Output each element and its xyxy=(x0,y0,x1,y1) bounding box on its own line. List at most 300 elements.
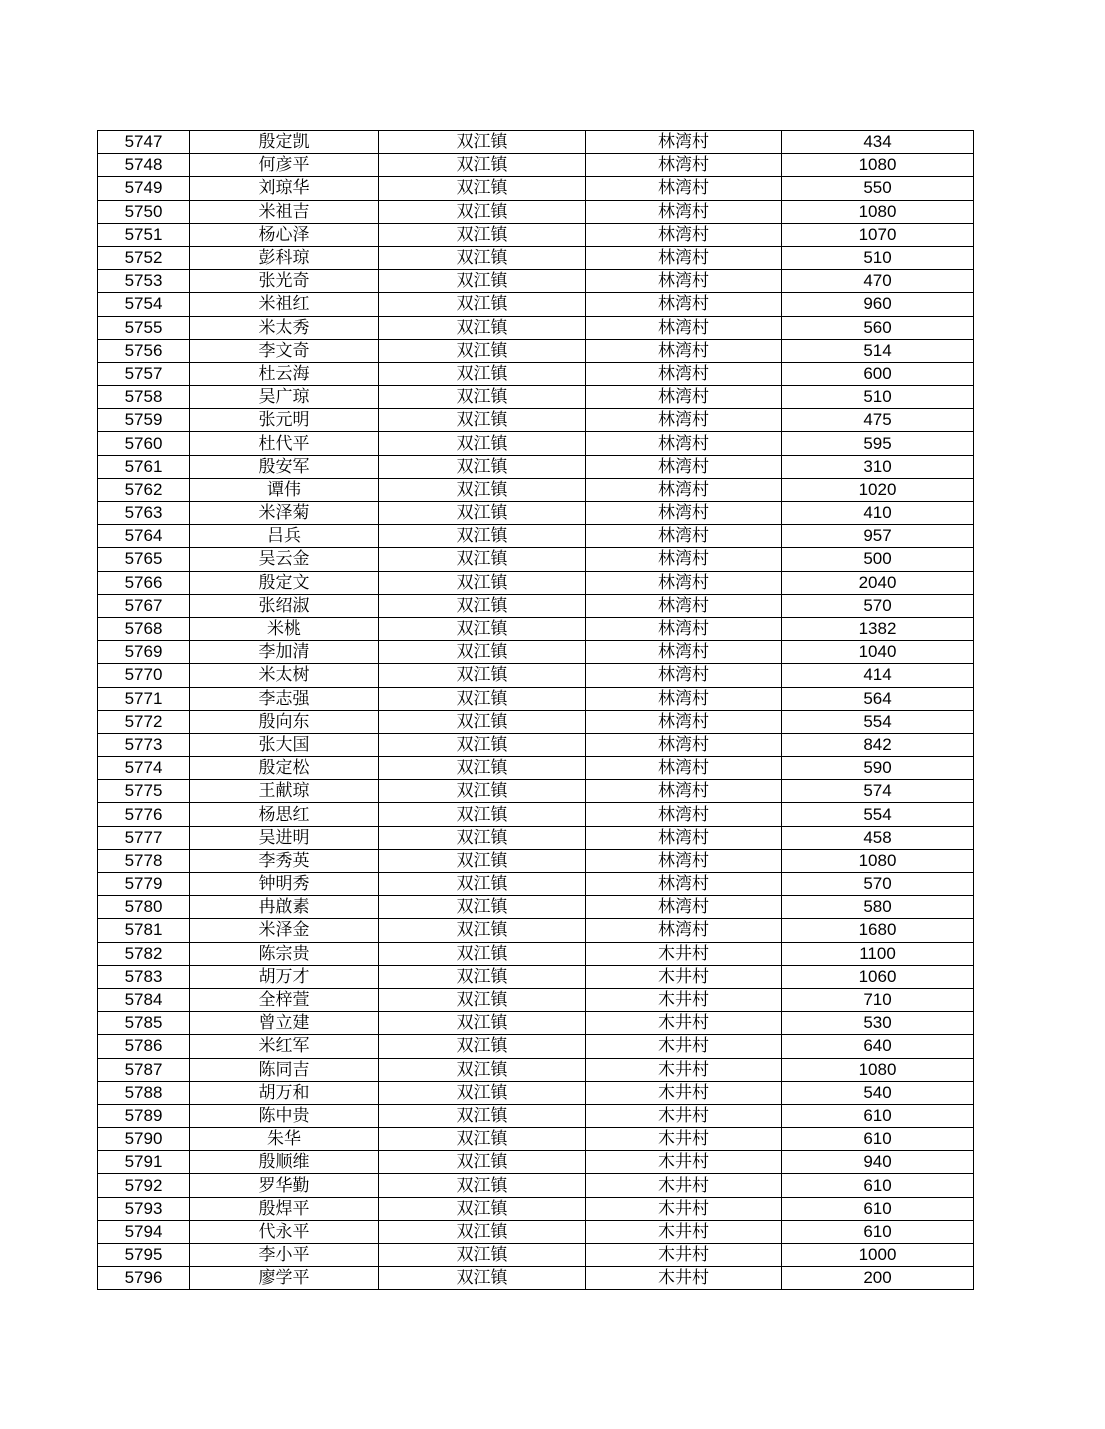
person-name-cell: 陈宗贵 xyxy=(190,942,379,965)
person-name-cell: 李志强 xyxy=(190,687,379,710)
village-cell: 林湾村 xyxy=(586,780,782,803)
town-cell: 双江镇 xyxy=(379,919,586,942)
village-cell: 林湾村 xyxy=(586,757,782,780)
amount-cell: 560 xyxy=(782,316,974,339)
amount-cell: 940 xyxy=(782,1151,974,1174)
table-row xyxy=(98,1267,974,1290)
town-cell: 双江镇 xyxy=(379,339,586,362)
town-cell: 双江镇 xyxy=(379,432,586,455)
town-cell: 双江镇 xyxy=(379,757,586,780)
village-cell: 木井村 xyxy=(586,1267,782,1290)
row-number-cell: 5783 xyxy=(98,965,190,988)
town-cell: 双江镇 xyxy=(379,896,586,919)
table-row xyxy=(98,594,974,617)
village-cell: 林湾村 xyxy=(586,733,782,756)
village-cell: 林湾村 xyxy=(586,455,782,478)
town-cell: 双江镇 xyxy=(379,131,586,154)
amount-cell: 595 xyxy=(782,432,974,455)
person-name-cell: 胡万和 xyxy=(190,1081,379,1104)
table-row xyxy=(98,525,974,548)
amount-cell: 1020 xyxy=(782,478,974,501)
table-row xyxy=(98,548,974,571)
town-cell: 双江镇 xyxy=(379,246,586,269)
village-cell: 林湾村 xyxy=(586,131,782,154)
person-name-cell: 米桃 xyxy=(190,617,379,640)
town-cell: 双江镇 xyxy=(379,502,586,525)
roster-table-body xyxy=(98,131,974,1290)
person-name-cell: 钟明秀 xyxy=(190,873,379,896)
person-name-cell: 杜云海 xyxy=(190,362,379,385)
village-cell: 木井村 xyxy=(586,988,782,1011)
village-cell: 林湾村 xyxy=(586,478,782,501)
row-number-cell: 5793 xyxy=(98,1197,190,1220)
town-cell: 双江镇 xyxy=(379,455,586,478)
roster-table xyxy=(97,130,974,1290)
amount-cell: 570 xyxy=(782,594,974,617)
village-cell: 林湾村 xyxy=(586,200,782,223)
table-row xyxy=(98,1244,974,1267)
town-cell: 双江镇 xyxy=(379,1151,586,1174)
row-number-cell: 5756 xyxy=(98,339,190,362)
row-number-cell: 5751 xyxy=(98,223,190,246)
table-row xyxy=(98,1151,974,1174)
row-number-cell: 5796 xyxy=(98,1267,190,1290)
amount-cell: 310 xyxy=(782,455,974,478)
row-number-cell: 5779 xyxy=(98,873,190,896)
table-row xyxy=(98,571,974,594)
table-row xyxy=(98,386,974,409)
row-number-cell: 5769 xyxy=(98,641,190,664)
person-name-cell: 曾立建 xyxy=(190,1012,379,1035)
row-number-cell: 5787 xyxy=(98,1058,190,1081)
amount-cell: 957 xyxy=(782,525,974,548)
amount-cell: 434 xyxy=(782,131,974,154)
person-name-cell: 杨心泽 xyxy=(190,223,379,246)
row-number-cell: 5759 xyxy=(98,409,190,432)
town-cell: 双江镇 xyxy=(379,942,586,965)
amount-cell: 640 xyxy=(782,1035,974,1058)
village-cell: 林湾村 xyxy=(586,293,782,316)
town-cell: 双江镇 xyxy=(379,1035,586,1058)
amount-cell: 610 xyxy=(782,1197,974,1220)
person-name-cell: 吴进明 xyxy=(190,826,379,849)
person-name-cell: 代永平 xyxy=(190,1220,379,1243)
row-number-cell: 5775 xyxy=(98,780,190,803)
row-number-cell: 5752 xyxy=(98,246,190,269)
person-name-cell: 陈同吉 xyxy=(190,1058,379,1081)
row-number-cell: 5757 xyxy=(98,362,190,385)
row-number-cell: 5790 xyxy=(98,1128,190,1151)
town-cell: 双江镇 xyxy=(379,803,586,826)
town-cell: 双江镇 xyxy=(379,965,586,988)
village-cell: 林湾村 xyxy=(586,502,782,525)
town-cell: 双江镇 xyxy=(379,1058,586,1081)
amount-cell: 550 xyxy=(782,177,974,200)
person-name-cell: 胡万才 xyxy=(190,965,379,988)
row-number-cell: 5763 xyxy=(98,502,190,525)
table-row xyxy=(98,200,974,223)
amount-cell: 470 xyxy=(782,270,974,293)
table-row xyxy=(98,246,974,269)
town-cell: 双江镇 xyxy=(379,571,586,594)
table-row xyxy=(98,1012,974,1035)
amount-cell: 1040 xyxy=(782,641,974,664)
amount-cell: 510 xyxy=(782,246,974,269)
row-number-cell: 5789 xyxy=(98,1104,190,1127)
amount-cell: 1080 xyxy=(782,849,974,872)
table-row xyxy=(98,316,974,339)
village-cell: 木井村 xyxy=(586,942,782,965)
person-name-cell: 王献琼 xyxy=(190,780,379,803)
town-cell: 双江镇 xyxy=(379,1267,586,1290)
row-number-cell: 5764 xyxy=(98,525,190,548)
amount-cell: 574 xyxy=(782,780,974,803)
town-cell: 双江镇 xyxy=(379,873,586,896)
person-name-cell: 陈中贵 xyxy=(190,1104,379,1127)
table-row xyxy=(98,942,974,965)
person-name-cell: 谭伟 xyxy=(190,478,379,501)
amount-cell: 1382 xyxy=(782,617,974,640)
amount-cell: 570 xyxy=(782,873,974,896)
row-number-cell: 5753 xyxy=(98,270,190,293)
town-cell: 双江镇 xyxy=(379,1081,586,1104)
row-number-cell: 5761 xyxy=(98,455,190,478)
row-number-cell: 5788 xyxy=(98,1081,190,1104)
table-row xyxy=(98,1035,974,1058)
amount-cell: 1060 xyxy=(782,965,974,988)
village-cell: 木井村 xyxy=(586,1058,782,1081)
table-row xyxy=(98,1220,974,1243)
village-cell: 林湾村 xyxy=(586,409,782,432)
table-row xyxy=(98,1081,974,1104)
town-cell: 双江镇 xyxy=(379,1012,586,1035)
amount-cell: 410 xyxy=(782,502,974,525)
town-cell: 双江镇 xyxy=(379,177,586,200)
row-number-cell: 5782 xyxy=(98,942,190,965)
village-cell: 木井村 xyxy=(586,1012,782,1035)
amount-cell: 600 xyxy=(782,362,974,385)
village-cell: 林湾村 xyxy=(586,246,782,269)
village-cell: 林湾村 xyxy=(586,362,782,385)
row-number-cell: 5767 xyxy=(98,594,190,617)
table-row xyxy=(98,339,974,362)
table-row xyxy=(98,919,974,942)
village-cell: 林湾村 xyxy=(586,803,782,826)
town-cell: 双江镇 xyxy=(379,386,586,409)
person-name-cell: 朱华 xyxy=(190,1128,379,1151)
amount-cell: 554 xyxy=(782,710,974,733)
village-cell: 林湾村 xyxy=(586,710,782,733)
person-name-cell: 米泽金 xyxy=(190,919,379,942)
row-number-cell: 5794 xyxy=(98,1220,190,1243)
person-name-cell: 杨思红 xyxy=(190,803,379,826)
table-row xyxy=(98,641,974,664)
village-cell: 林湾村 xyxy=(586,525,782,548)
person-name-cell: 殷顺维 xyxy=(190,1151,379,1174)
person-name-cell: 殷向东 xyxy=(190,710,379,733)
amount-cell: 510 xyxy=(782,386,974,409)
table-row xyxy=(98,154,974,177)
table-row xyxy=(98,455,974,478)
table-row xyxy=(98,502,974,525)
person-name-cell: 李秀英 xyxy=(190,849,379,872)
table-row xyxy=(98,270,974,293)
row-number-cell: 5776 xyxy=(98,803,190,826)
village-cell: 林湾村 xyxy=(586,571,782,594)
person-name-cell: 吕兵 xyxy=(190,525,379,548)
row-number-cell: 5755 xyxy=(98,316,190,339)
town-cell: 双江镇 xyxy=(379,710,586,733)
village-cell: 林湾村 xyxy=(586,687,782,710)
town-cell: 双江镇 xyxy=(379,849,586,872)
amount-cell: 514 xyxy=(782,339,974,362)
table-row xyxy=(98,1197,974,1220)
person-name-cell: 刘琼华 xyxy=(190,177,379,200)
village-cell: 林湾村 xyxy=(586,641,782,664)
table-row xyxy=(98,780,974,803)
table-row xyxy=(98,1058,974,1081)
town-cell: 双江镇 xyxy=(379,1104,586,1127)
town-cell: 双江镇 xyxy=(379,641,586,664)
person-name-cell: 殷定凯 xyxy=(190,131,379,154)
row-number-cell: 5750 xyxy=(98,200,190,223)
person-name-cell: 米祖吉 xyxy=(190,200,379,223)
town-cell: 双江镇 xyxy=(379,733,586,756)
town-cell: 双江镇 xyxy=(379,780,586,803)
village-cell: 林湾村 xyxy=(586,919,782,942)
table-row xyxy=(98,432,974,455)
table-row xyxy=(98,965,974,988)
town-cell: 双江镇 xyxy=(379,594,586,617)
row-number-cell: 5795 xyxy=(98,1244,190,1267)
town-cell: 双江镇 xyxy=(379,548,586,571)
village-cell: 林湾村 xyxy=(586,896,782,919)
town-cell: 双江镇 xyxy=(379,478,586,501)
village-cell: 林湾村 xyxy=(586,432,782,455)
person-name-cell: 冉啟素 xyxy=(190,896,379,919)
village-cell: 木井村 xyxy=(586,1174,782,1197)
amount-cell: 842 xyxy=(782,733,974,756)
row-number-cell: 5748 xyxy=(98,154,190,177)
town-cell: 双江镇 xyxy=(379,617,586,640)
table-row xyxy=(98,988,974,1011)
table-row xyxy=(98,803,974,826)
town-cell: 双江镇 xyxy=(379,409,586,432)
row-number-cell: 5786 xyxy=(98,1035,190,1058)
village-cell: 木井村 xyxy=(586,1197,782,1220)
row-number-cell: 5771 xyxy=(98,687,190,710)
table-row xyxy=(98,478,974,501)
town-cell: 双江镇 xyxy=(379,293,586,316)
table-row xyxy=(98,733,974,756)
row-number-cell: 5762 xyxy=(98,478,190,501)
row-number-cell: 5768 xyxy=(98,617,190,640)
village-cell: 木井村 xyxy=(586,1128,782,1151)
amount-cell: 414 xyxy=(782,664,974,687)
table-row xyxy=(98,664,974,687)
row-number-cell: 5784 xyxy=(98,988,190,1011)
village-cell: 木井村 xyxy=(586,1104,782,1127)
town-cell: 双江镇 xyxy=(379,154,586,177)
village-cell: 木井村 xyxy=(586,1151,782,1174)
amount-cell: 1000 xyxy=(782,1244,974,1267)
person-name-cell: 廖学平 xyxy=(190,1267,379,1290)
person-name-cell: 张元明 xyxy=(190,409,379,432)
village-cell: 林湾村 xyxy=(586,873,782,896)
table-row xyxy=(98,826,974,849)
row-number-cell: 5766 xyxy=(98,571,190,594)
village-cell: 木井村 xyxy=(586,1220,782,1243)
amount-cell: 1080 xyxy=(782,1058,974,1081)
person-name-cell: 李加清 xyxy=(190,641,379,664)
town-cell: 双江镇 xyxy=(379,687,586,710)
person-name-cell: 张光奇 xyxy=(190,270,379,293)
table-row xyxy=(98,757,974,780)
amount-cell: 1080 xyxy=(782,154,974,177)
row-number-cell: 5780 xyxy=(98,896,190,919)
person-name-cell: 米红军 xyxy=(190,1035,379,1058)
village-cell: 木井村 xyxy=(586,1035,782,1058)
person-name-cell: 殷安军 xyxy=(190,455,379,478)
amount-cell: 610 xyxy=(782,1128,974,1151)
person-name-cell: 全梓萱 xyxy=(190,988,379,1011)
row-number-cell: 5747 xyxy=(98,131,190,154)
amount-cell: 960 xyxy=(782,293,974,316)
person-name-cell: 何彦平 xyxy=(190,154,379,177)
table-row xyxy=(98,177,974,200)
person-name-cell: 彭科琼 xyxy=(190,246,379,269)
table-row xyxy=(98,131,974,154)
table-row xyxy=(98,1104,974,1127)
village-cell: 林湾村 xyxy=(586,339,782,362)
village-cell: 林湾村 xyxy=(586,270,782,293)
person-name-cell: 米太秀 xyxy=(190,316,379,339)
row-number-cell: 5772 xyxy=(98,710,190,733)
amount-cell: 590 xyxy=(782,757,974,780)
table-row xyxy=(98,362,974,385)
village-cell: 林湾村 xyxy=(586,386,782,409)
person-name-cell: 李小平 xyxy=(190,1244,379,1267)
person-name-cell: 杜代平 xyxy=(190,432,379,455)
row-number-cell: 5773 xyxy=(98,733,190,756)
person-name-cell: 罗华勤 xyxy=(190,1174,379,1197)
village-cell: 林湾村 xyxy=(586,594,782,617)
village-cell: 林湾村 xyxy=(586,617,782,640)
town-cell: 双江镇 xyxy=(379,1220,586,1243)
town-cell: 双江镇 xyxy=(379,316,586,339)
amount-cell: 610 xyxy=(782,1174,974,1197)
row-number-cell: 5774 xyxy=(98,757,190,780)
person-name-cell: 吴云金 xyxy=(190,548,379,571)
row-number-cell: 5754 xyxy=(98,293,190,316)
town-cell: 双江镇 xyxy=(379,1197,586,1220)
row-number-cell: 5778 xyxy=(98,849,190,872)
table-row xyxy=(98,293,974,316)
amount-cell: 200 xyxy=(782,1267,974,1290)
row-number-cell: 5791 xyxy=(98,1151,190,1174)
town-cell: 双江镇 xyxy=(379,525,586,548)
village-cell: 林湾村 xyxy=(586,316,782,339)
amount-cell: 710 xyxy=(782,988,974,1011)
table-row xyxy=(98,896,974,919)
village-cell: 林湾村 xyxy=(586,177,782,200)
town-cell: 双江镇 xyxy=(379,223,586,246)
amount-cell: 2040 xyxy=(782,571,974,594)
table-row xyxy=(98,617,974,640)
table-row xyxy=(98,710,974,733)
person-name-cell: 殷焊平 xyxy=(190,1197,379,1220)
town-cell: 双江镇 xyxy=(379,988,586,1011)
village-cell: 木井村 xyxy=(586,1244,782,1267)
person-name-cell: 张绍淑 xyxy=(190,594,379,617)
amount-cell: 540 xyxy=(782,1081,974,1104)
person-name-cell: 米泽菊 xyxy=(190,502,379,525)
person-name-cell: 米祖红 xyxy=(190,293,379,316)
row-number-cell: 5760 xyxy=(98,432,190,455)
town-cell: 双江镇 xyxy=(379,826,586,849)
village-cell: 木井村 xyxy=(586,1081,782,1104)
village-cell: 林湾村 xyxy=(586,223,782,246)
table-row xyxy=(98,873,974,896)
row-number-cell: 5781 xyxy=(98,919,190,942)
amount-cell: 610 xyxy=(782,1220,974,1243)
table-row xyxy=(98,1128,974,1151)
town-cell: 双江镇 xyxy=(379,362,586,385)
town-cell: 双江镇 xyxy=(379,200,586,223)
table-row xyxy=(98,409,974,432)
village-cell: 林湾村 xyxy=(586,664,782,687)
amount-cell: 1680 xyxy=(782,919,974,942)
amount-cell: 530 xyxy=(782,1012,974,1035)
town-cell: 双江镇 xyxy=(379,1128,586,1151)
person-name-cell: 吴广琼 xyxy=(190,386,379,409)
town-cell: 双江镇 xyxy=(379,270,586,293)
person-name-cell: 殷定松 xyxy=(190,757,379,780)
person-name-cell: 李文奇 xyxy=(190,339,379,362)
row-number-cell: 5785 xyxy=(98,1012,190,1035)
amount-cell: 580 xyxy=(782,896,974,919)
amount-cell: 475 xyxy=(782,409,974,432)
amount-cell: 1100 xyxy=(782,942,974,965)
amount-cell: 1070 xyxy=(782,223,974,246)
table-row xyxy=(98,1174,974,1197)
village-cell: 林湾村 xyxy=(586,849,782,872)
town-cell: 双江镇 xyxy=(379,664,586,687)
table-row xyxy=(98,849,974,872)
row-number-cell: 5792 xyxy=(98,1174,190,1197)
village-cell: 林湾村 xyxy=(586,154,782,177)
town-cell: 双江镇 xyxy=(379,1244,586,1267)
amount-cell: 458 xyxy=(782,826,974,849)
amount-cell: 564 xyxy=(782,687,974,710)
row-number-cell: 5758 xyxy=(98,386,190,409)
table-row xyxy=(98,687,974,710)
person-name-cell: 殷定文 xyxy=(190,571,379,594)
town-cell: 双江镇 xyxy=(379,1174,586,1197)
amount-cell: 610 xyxy=(782,1104,974,1127)
village-cell: 林湾村 xyxy=(586,548,782,571)
row-number-cell: 5777 xyxy=(98,826,190,849)
village-cell: 林湾村 xyxy=(586,826,782,849)
person-name-cell: 米太树 xyxy=(190,664,379,687)
person-name-cell: 张大国 xyxy=(190,733,379,756)
amount-cell: 1080 xyxy=(782,200,974,223)
table-row xyxy=(98,223,974,246)
row-number-cell: 5770 xyxy=(98,664,190,687)
row-number-cell: 5765 xyxy=(98,548,190,571)
amount-cell: 500 xyxy=(782,548,974,571)
village-cell: 木井村 xyxy=(586,965,782,988)
